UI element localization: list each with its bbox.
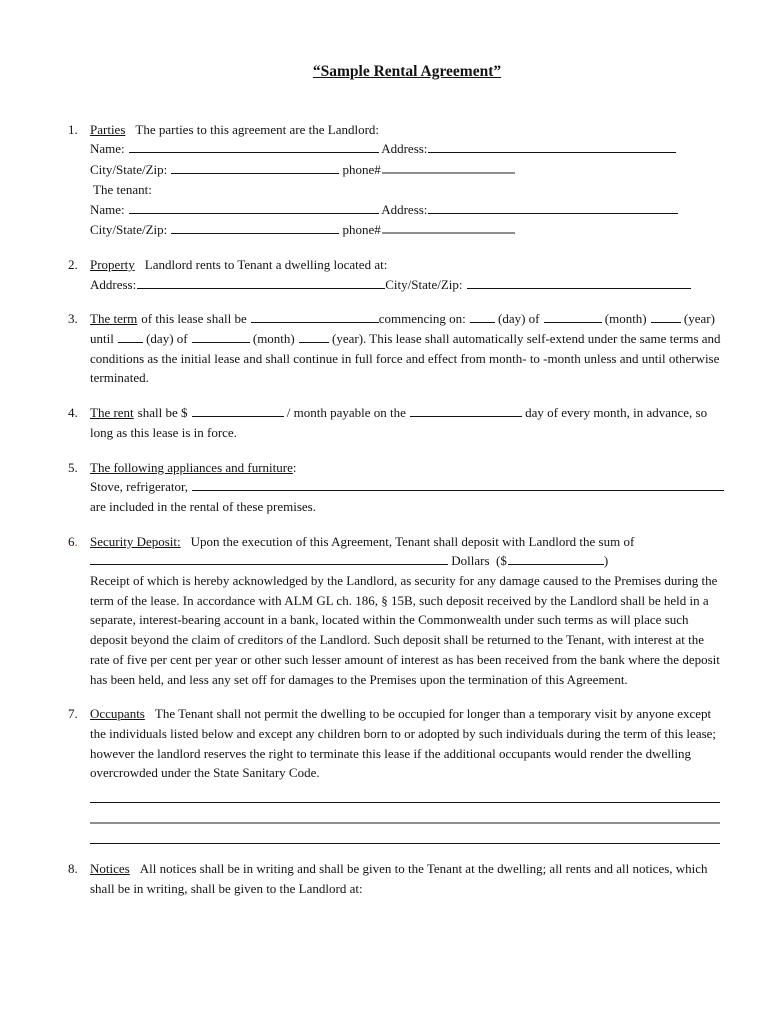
section-heading: The following appliances and furniture xyxy=(90,459,293,475)
term-text: (month) xyxy=(604,311,647,327)
start-year-blank[interactable] xyxy=(651,309,681,323)
parties-intro: The parties to this agreement are the Landlord: xyxy=(135,121,380,137)
section-heading: Property xyxy=(90,256,135,272)
section-number: 7. xyxy=(68,706,78,722)
section-notices xyxy=(68,859,770,898)
section-heading: Parties xyxy=(90,121,126,137)
section-heading: Security Deposit: xyxy=(90,533,181,549)
section-appliances xyxy=(68,458,770,517)
term-text: (day) of xyxy=(146,331,188,347)
section-security-deposit xyxy=(68,532,770,690)
phone-label: phone# xyxy=(342,222,381,238)
section-term xyxy=(68,309,770,388)
property-city-state-zip-blank[interactable] xyxy=(467,275,691,289)
end-day-blank[interactable] xyxy=(118,329,143,343)
landlord-address-blank[interactable] xyxy=(428,139,676,153)
rent-text: shall be $ xyxy=(137,405,188,421)
term-text: (month) xyxy=(252,331,295,347)
name-label: Name: xyxy=(90,201,125,217)
section-rent xyxy=(68,403,770,442)
landlord-name-blank[interactable] xyxy=(129,139,379,153)
address-label: Address: xyxy=(90,276,137,292)
section-heading: The term xyxy=(90,311,138,327)
deposit-body: Receipt of which is hereby acknowledged by the Landlord, as security for any damage caused to the Premises during the term of the lease. In accordance with ALM GL ch. 186, § 15B, such deposit received by the Landlord shall be held in a separate, interest-bearing account in a bank, located within the Commonwealth under such terms as will place such deposit beyond the claim of creditors of the Landlord. Such deposit shall be returned to the Tenant, with interest at the rate of five per cent per year or other such lesser amount of interest as has been received from the bank where the deposit has been held, and less any set off for damages to the Premises upon the termination of this Agreement. xyxy=(90,573,720,687)
section-parties xyxy=(68,120,770,240)
end-month-blank[interactable] xyxy=(192,329,250,343)
landlord-phone-blank[interactable] xyxy=(382,159,515,174)
section-number: 2. xyxy=(68,256,78,272)
term-text: (year). This lease shall automatically self-extend under the same terms and conditions as the initial lease and shall continue in full force and effect from month- to -month unless and until otherwise terminated. xyxy=(90,331,721,386)
section-heading: Notices xyxy=(90,861,130,877)
phone-label: phone# xyxy=(342,162,381,178)
appliances-blank[interactable] xyxy=(192,477,724,491)
section-heading: The rent xyxy=(90,405,134,421)
dollars-label: Dollars ($ xyxy=(451,553,507,569)
tenant-city-state-zip-blank[interactable] xyxy=(171,220,339,234)
section-property xyxy=(68,255,770,294)
heading-colon: : xyxy=(292,459,297,475)
section-number: 3. xyxy=(68,311,78,327)
name-label: Name: xyxy=(90,141,125,157)
city-state-zip-label: City/State/Zip: xyxy=(385,276,463,292)
section-heading: Occupants xyxy=(90,706,145,722)
notices-body: All notices shall be in writing and shall be given to the Tenant at the dwelling; all rents and all notices, which shall be in writing, shall be given to the Landlord at: xyxy=(90,861,708,896)
rent-amount-blank[interactable] xyxy=(192,403,284,417)
red-period: . xyxy=(74,533,78,549)
tenant-phone-blank[interactable] xyxy=(382,219,515,234)
occupants-line-2[interactable] xyxy=(90,822,720,824)
deposit-amount-words-blank[interactable] xyxy=(90,551,448,565)
property-intro: Landlord rents to Tenant a dwelling located at: xyxy=(144,256,388,272)
term-text: commencing on: xyxy=(378,311,466,327)
end-year-blank[interactable] xyxy=(299,329,329,343)
occupants-line-3[interactable] xyxy=(90,843,720,844)
address-label: Address: xyxy=(381,201,428,217)
tenant-intro: The tenant: xyxy=(93,181,152,197)
term-text: until xyxy=(90,331,114,347)
rent-text: day of every month, in advance, so long as this lease is in force. xyxy=(90,405,708,440)
city-state-zip-label: City/State/Zip: xyxy=(90,162,168,178)
section-number: 8. xyxy=(68,861,78,877)
start-day-blank[interactable] xyxy=(470,309,495,323)
term-text: (year) xyxy=(683,311,715,327)
start-month-blank[interactable] xyxy=(544,309,602,323)
close-paren: ) xyxy=(603,553,609,569)
occupants-write-in-lines xyxy=(90,802,724,844)
tenant-address-blank[interactable] xyxy=(428,200,678,214)
tenant-name-blank[interactable] xyxy=(129,200,379,214)
rent-text: / month payable on the xyxy=(286,405,406,421)
address-label: Address: xyxy=(381,141,428,157)
appliances-text: Stove, refrigerator, xyxy=(90,479,189,495)
term-text: (day) of xyxy=(497,311,540,327)
appliances-text: are included in the rental of these premises. xyxy=(90,498,316,514)
section-number: 1. xyxy=(68,121,78,137)
deposit-text: Upon the execution of this Agreement, Tenant shall deposit with Landlord the sum of xyxy=(190,533,635,549)
section-number: 6. xyxy=(68,533,78,549)
property-address-blank[interactable] xyxy=(137,275,385,289)
document-title: “Sample Rental Agreement” xyxy=(312,63,502,80)
occupants-line-1[interactable] xyxy=(90,802,720,803)
section-number: 5. xyxy=(68,459,78,475)
section-number: 4. xyxy=(68,405,78,421)
term-length-blank[interactable] xyxy=(251,309,379,323)
city-state-zip-label: City/State/Zip: xyxy=(90,222,168,238)
rent-due-day-blank[interactable] xyxy=(410,403,522,417)
section-occupants xyxy=(68,704,770,844)
deposit-amount-numeric-blank[interactable] xyxy=(508,551,604,565)
term-text: of this lease shall be xyxy=(141,311,247,327)
landlord-city-state-zip-blank[interactable] xyxy=(171,160,339,174)
occupants-body: The Tenant shall not permit the dwelling to be occupied for longer than a temporary visit by anyone except the individuals listed below and except any children born to or adopted by such individuals during the term of this lease; however the landlord reserves the right to terminate this lease if the additional occupants would render the dwelling overcrowded under the State Sanitary Code. xyxy=(90,706,717,781)
